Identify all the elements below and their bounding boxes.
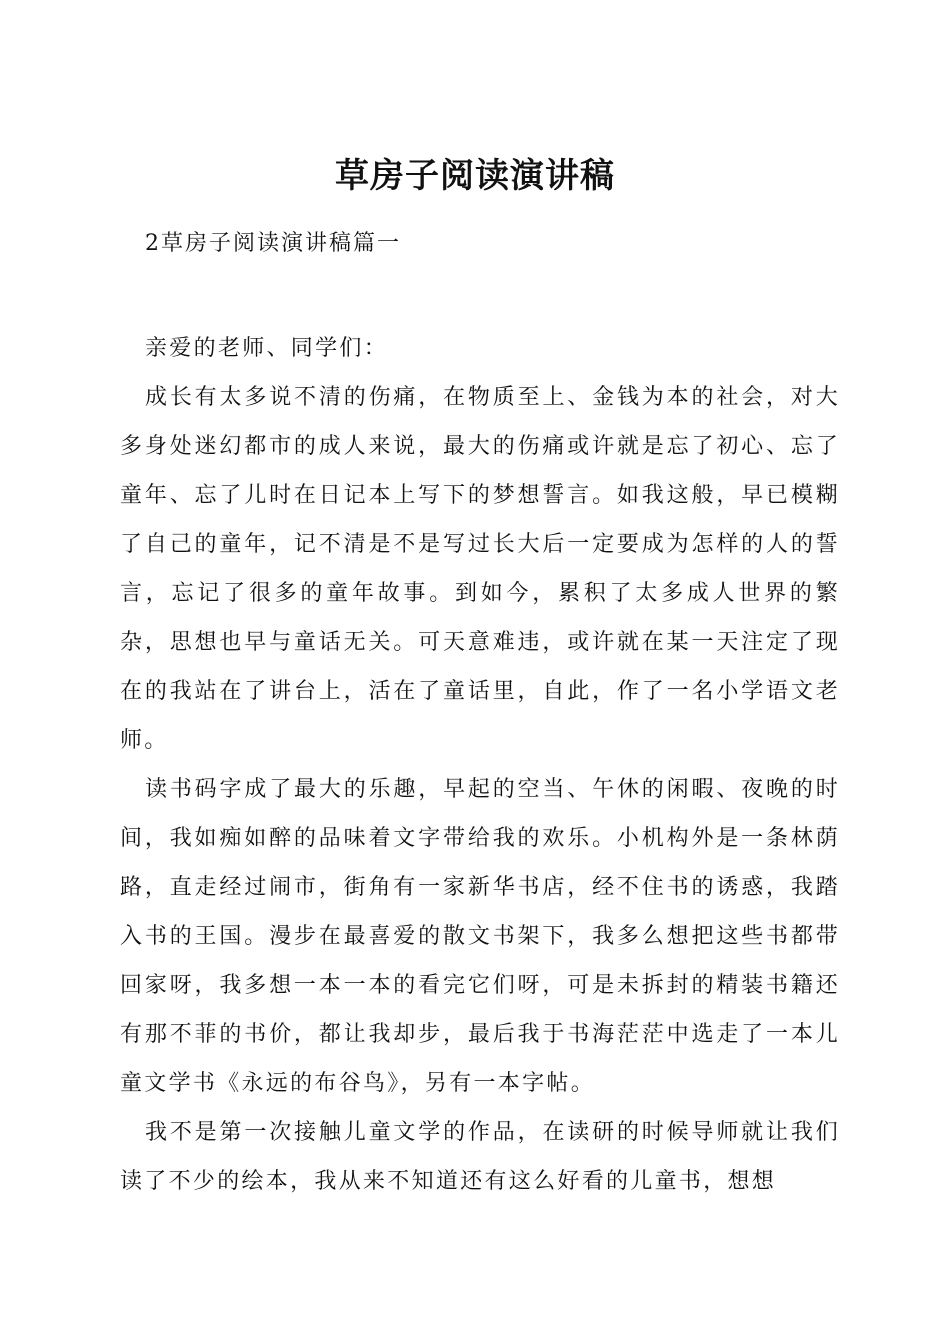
paragraph-greeting: 亲爱的老师、同学们： [145,336,389,361]
paragraph-reading: 读书码字成了最大的乐趣，早起的空当、午休的闲暇、夜晚的时间，我如痴如醉的品味着文字带给我的欢乐。小机构外是一条林荫路，直走经过闹市，街角有一家新华书店，经不住书的诱惑，我踏入书的王国。漫步在最喜爱的散文书架下，我多么想把这些书都带回家呀，我多想一本一本的看完它们呀，可是未拆封的精装书籍还有那不菲的书价，都让我却步，最后我于书海茫茫中选走了一本儿童文学书《永远的布谷鸟》，另有一本字帖。 [120,777,840,1096]
paragraph-growth: 成长有太多说不清的伤痛，在物质至上、金钱为本的社会，对大多身处迷幻都市的成人来说，最大的伤痛或许就是忘了初心、忘了童年、忘了儿时在日记本上写下的梦想誓言。如我这般，早已模糊了自己的童年，记不清是不是写过长大后一定要成为怎样的人的誓言，忘记了很多的童年故事。到如今，累积了太多成人世界的繁杂，思想也早与童话无关。可天意难违，或许就在某一天注定了现在的我站在了讲台上，活在了童话里，自此，作了一名小学语文老师。 [120,385,840,753]
document-body [120,324,840,1206]
document-title: 草房子阅读演讲稿 [335,156,615,196]
paragraph-childrens-literature: 我不是第一次接触儿童文学的作品，在读研的时候导师就让我们读了不少的绘本，我从来不知道还有这么好看的儿童书，想想 [120,1120,840,1194]
document-subtitle: 2草房子阅读演讲稿篇一 [145,231,401,256]
